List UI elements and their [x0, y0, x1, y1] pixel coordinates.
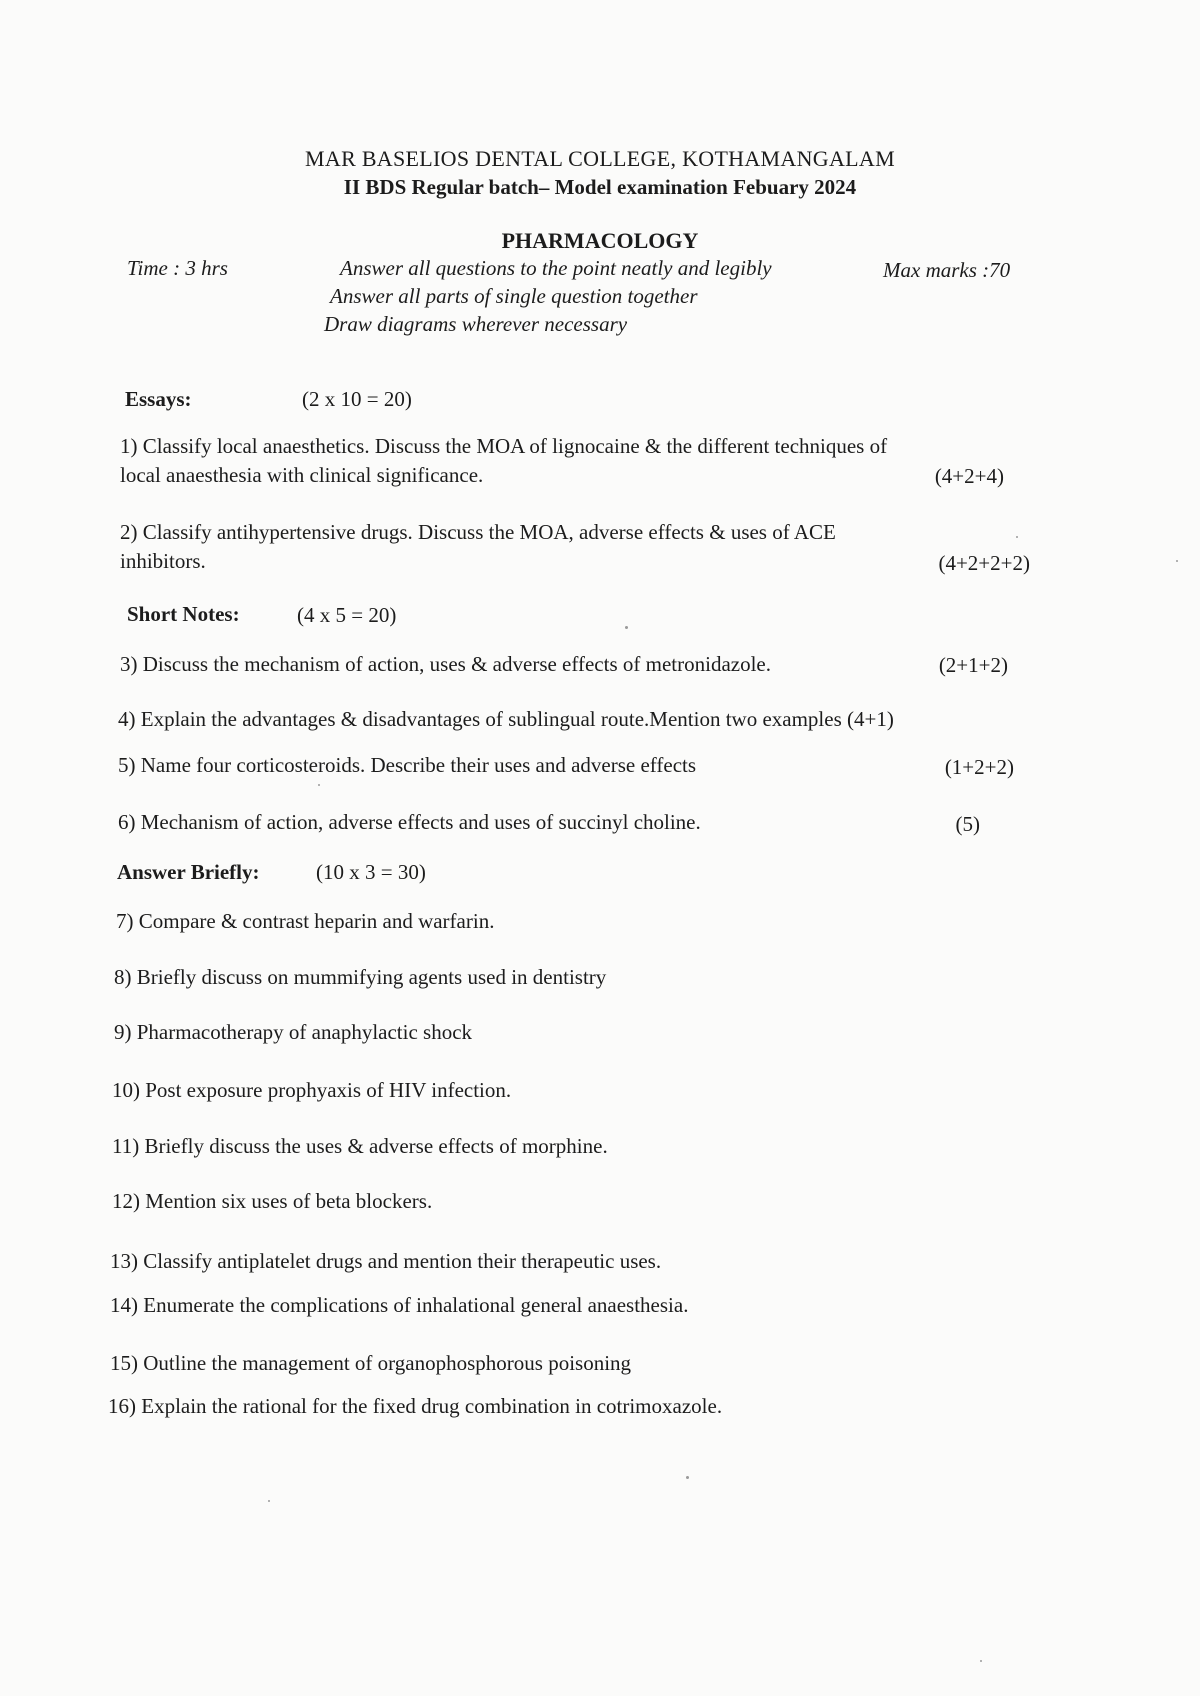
answer-briefly-heading: Answer Briefly: — [117, 860, 260, 884]
question-7: 7) Compare & contrast heparin and warfarin. — [116, 909, 495, 933]
instruction-3: Draw diagrams wherever necessary — [324, 312, 628, 336]
question-12: 12) Mention six uses of beta blockers. — [112, 1189, 433, 1213]
instruction-2: Answer all parts of single question together — [330, 284, 698, 308]
time-allowed: Time : 3 hrs — [127, 256, 228, 280]
short-notes-marks: (4 x 5 = 20) — [297, 603, 397, 627]
question-2-line-2: inhibitors. — [120, 549, 206, 573]
question-13: 13) Classify antiplatelet drugs and mention their therapeutic uses. — [110, 1249, 662, 1273]
question-8: 8) Briefly discuss on mummifying agents used in dentistry — [114, 965, 607, 989]
scan-speck — [625, 626, 628, 629]
instruction-1: Answer all questions to the point neatly and legibly — [340, 256, 772, 280]
max-marks: Max marks :70 — [883, 258, 1011, 282]
exam-title: II BDS Regular batch– Model examination Febuary 2024 — [343, 175, 857, 199]
question-1-marks: (4+2+4) — [934, 464, 1004, 488]
essays-marks: (2 x 10 = 20) — [302, 387, 412, 411]
question-10: 10) Post exposure prophyaxis of HIV infection. — [112, 1078, 512, 1102]
question-2-marks: (4+2+2+2) — [938, 551, 1030, 575]
question-1-line-1: 1) Classify local anaesthetics. Discuss the MOA of lignocaine & the different techniques of — [120, 434, 888, 458]
question-5-marks: (1+2+2) — [944, 755, 1014, 779]
scan-speck — [318, 784, 320, 786]
question-9: 9) Pharmacotherapy of anaphylactic shock — [114, 1020, 473, 1044]
question-4: 4) Explain the advantages & disadvantages of sublingual route.Mention two examples (4+1) — [118, 707, 894, 731]
scan-speck — [686, 1476, 689, 1479]
short-notes-heading: Short Notes: — [127, 602, 240, 626]
answer-briefly-marks: (10 x 3 = 30) — [316, 860, 426, 884]
scan-speck — [1176, 560, 1178, 562]
college-name: MAR BASELIOS DENTAL COLLEGE, KOTHAMANGALAM — [305, 146, 895, 171]
question-5: 5) Name four corticosteroids. Describe their uses and adverse effects — [118, 753, 697, 777]
question-11: 11) Briefly discuss the uses & adverse effects of morphine. — [112, 1134, 608, 1158]
question-6-marks: (5) — [955, 812, 980, 836]
scan-speck — [1016, 536, 1018, 538]
question-14: 14) Enumerate the complications of inhalational general anaesthesia. — [110, 1293, 689, 1317]
scan-speck — [268, 1500, 270, 1502]
question-15: 15) Outline the management of organophosphorous poisoning — [110, 1351, 632, 1375]
essays-heading: Essays: — [125, 387, 192, 411]
question-1-line-2: local anaesthesia with clinical significance. — [120, 463, 484, 487]
subject-title: PHARMACOLOGY — [501, 228, 699, 253]
question-3-marks: (2+1+2) — [938, 653, 1008, 677]
question-6: 6) Mechanism of action, adverse effects and uses of succinyl choline. — [118, 810, 701, 834]
scan-speck — [980, 1660, 982, 1662]
question-16: 16) Explain the rational for the fixed drug combination in cotrimoxazole. — [108, 1394, 723, 1418]
question-2-line-1: 2) Classify antihypertensive drugs. Discuss the MOA, adverse effects & uses of ACE — [120, 520, 836, 544]
question-3: 3) Discuss the mechanism of action, uses & adverse effects of metronidazole. — [120, 652, 771, 676]
